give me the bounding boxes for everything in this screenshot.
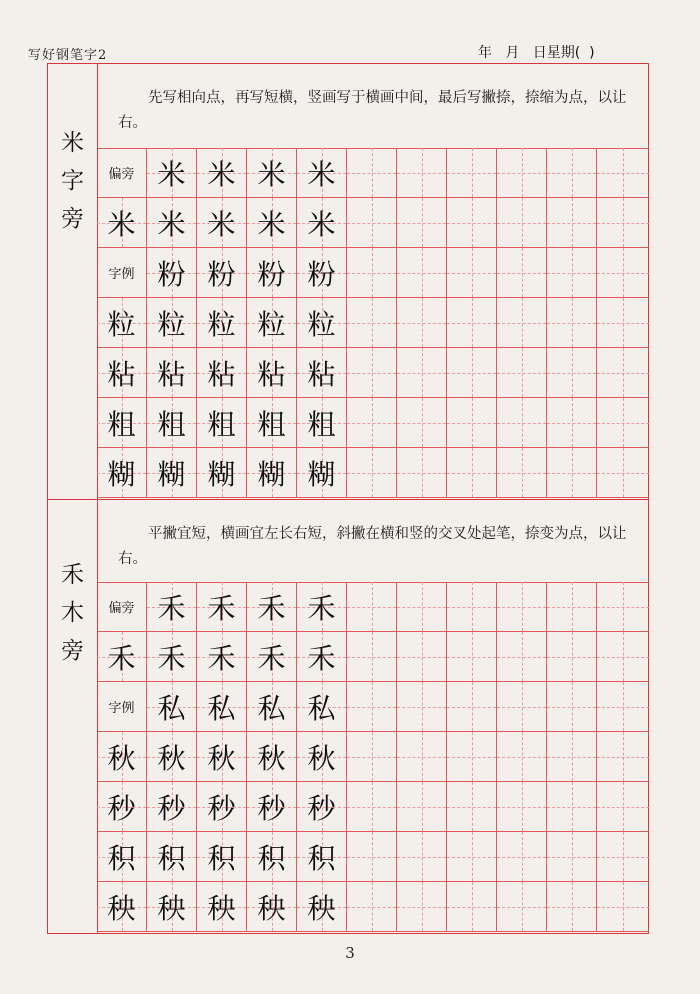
model-character-cell <box>297 148 347 198</box>
row-label: 字例 <box>108 267 135 282</box>
model-character-cell <box>247 632 297 682</box>
model-character: 米 <box>107 207 136 241</box>
model-character-cell <box>297 448 347 498</box>
date-line: 年 月 日星期( ) <box>478 45 595 61</box>
empty-practice-cell <box>547 732 597 782</box>
model-character: 粘 <box>157 357 186 391</box>
model-character: 粗 <box>257 407 286 441</box>
empty-practice-cell <box>597 148 649 198</box>
empty-practice-cell <box>497 682 547 732</box>
empty-practice-cell <box>597 348 649 398</box>
model-character: 粘 <box>107 357 136 391</box>
model-character: 粘 <box>307 357 336 391</box>
empty-practice-cell <box>397 398 447 448</box>
model-character-cell <box>197 248 247 298</box>
row-label: 字例 <box>108 701 135 716</box>
model-character: 米 <box>207 207 236 241</box>
model-character: 米 <box>157 207 186 241</box>
model-character-cell <box>297 832 347 882</box>
empty-practice-cell <box>547 348 597 398</box>
model-character-cell <box>197 148 247 198</box>
section-title-char: 米 <box>61 130 84 156</box>
empty-practice-cell <box>447 248 497 298</box>
model-character: 私 <box>307 691 336 725</box>
empty-practice-cell <box>547 398 597 448</box>
empty-practice-cell <box>447 298 497 348</box>
model-character-cell <box>147 632 197 682</box>
empty-practice-cell <box>447 832 497 882</box>
empty-practice-cell <box>447 732 497 782</box>
empty-practice-cell <box>497 148 547 198</box>
grid-row <box>97 632 649 682</box>
model-character: 秒 <box>307 791 336 825</box>
grid-row <box>97 582 649 632</box>
model-character-cell <box>147 398 197 448</box>
empty-practice-cell <box>547 782 597 832</box>
model-character-cell <box>247 298 297 348</box>
section-title-char: 旁 <box>61 638 84 664</box>
model-character-cell <box>197 732 247 782</box>
empty-practice-cell <box>547 582 597 632</box>
grid-row <box>97 832 649 882</box>
practice-grid-mi <box>97 148 649 498</box>
model-character: 粗 <box>307 407 336 441</box>
grid-row <box>97 398 649 448</box>
model-character-cell <box>97 882 147 932</box>
empty-practice-cell <box>497 398 547 448</box>
empty-practice-cell <box>347 198 397 248</box>
model-character: 禾 <box>207 591 236 625</box>
page-number: 3 <box>345 944 355 962</box>
empty-practice-cell <box>347 148 397 198</box>
empty-practice-cell <box>497 198 547 248</box>
empty-practice-cell <box>547 148 597 198</box>
model-character-cell <box>97 632 147 682</box>
empty-practice-cell <box>347 398 397 448</box>
empty-practice-cell <box>597 582 649 632</box>
model-character: 积 <box>207 841 236 875</box>
label-cell <box>97 248 147 298</box>
empty-practice-cell <box>597 682 649 732</box>
empty-practice-cell <box>397 882 447 932</box>
model-character: 禾 <box>307 641 336 675</box>
empty-practice-cell <box>547 632 597 682</box>
model-character-cell <box>147 448 197 498</box>
model-character-cell <box>247 582 297 632</box>
empty-practice-cell <box>447 582 497 632</box>
model-character: 秒 <box>107 791 136 825</box>
model-character-cell <box>247 348 297 398</box>
model-character-cell <box>197 632 247 682</box>
empty-practice-cell <box>447 882 497 932</box>
empty-practice-cell <box>347 782 397 832</box>
grid-row <box>97 682 649 732</box>
model-character: 秒 <box>207 791 236 825</box>
model-character-cell <box>197 398 247 448</box>
grid-row <box>97 148 649 198</box>
empty-practice-cell <box>497 348 547 398</box>
grid-row <box>97 448 649 498</box>
model-character-cell <box>197 582 247 632</box>
model-character: 秋 <box>257 741 286 775</box>
row-label: 偏旁 <box>108 167 135 182</box>
model-character-cell <box>147 682 197 732</box>
model-character: 禾 <box>107 641 136 675</box>
empty-practice-cell <box>497 832 547 882</box>
model-character: 禾 <box>257 591 286 625</box>
empty-practice-cell <box>447 398 497 448</box>
empty-practice-cell <box>547 832 597 882</box>
model-character: 米 <box>207 157 236 191</box>
model-character-cell <box>97 732 147 782</box>
model-character-cell <box>97 398 147 448</box>
model-character-cell <box>147 782 197 832</box>
model-character: 米 <box>157 157 186 191</box>
section-title-char: 字 <box>61 168 84 194</box>
model-character: 粒 <box>207 307 236 341</box>
model-character: 糊 <box>157 457 186 491</box>
empty-practice-cell <box>397 832 447 882</box>
grid-row <box>97 198 649 248</box>
empty-practice-cell <box>497 298 547 348</box>
model-character-cell <box>197 832 247 882</box>
grid-row <box>97 298 649 348</box>
model-character: 米 <box>257 157 286 191</box>
model-character: 粒 <box>107 307 136 341</box>
model-character: 秧 <box>157 891 186 925</box>
model-character: 禾 <box>157 591 186 625</box>
empty-practice-cell <box>547 448 597 498</box>
empty-practice-cell <box>547 882 597 932</box>
model-character: 粒 <box>307 307 336 341</box>
empty-practice-cell <box>447 148 497 198</box>
model-character-cell <box>197 782 247 832</box>
model-character: 粉 <box>257 257 286 291</box>
model-character-cell <box>147 198 197 248</box>
model-character-cell <box>247 198 297 248</box>
empty-practice-cell <box>347 632 397 682</box>
model-character: 私 <box>207 691 236 725</box>
empty-practice-cell <box>347 582 397 632</box>
row-label: 偏旁 <box>108 601 135 616</box>
model-character: 米 <box>307 207 336 241</box>
model-character-cell <box>247 732 297 782</box>
section-description-mi: 先写相向点，再写短横，竖画写于横画中间，最后写撇捺，捺缩为点，以让右。 <box>118 90 627 131</box>
model-character: 粒 <box>257 307 286 341</box>
empty-practice-cell <box>397 448 447 498</box>
model-character-cell <box>247 248 297 298</box>
empty-practice-cell <box>397 148 447 198</box>
empty-practice-cell <box>547 682 597 732</box>
model-character: 秧 <box>257 891 286 925</box>
empty-practice-cell <box>397 198 447 248</box>
empty-practice-cell <box>497 882 547 932</box>
model-character-cell <box>147 248 197 298</box>
model-character: 禾 <box>157 641 186 675</box>
model-character-cell <box>297 298 347 348</box>
model-character: 积 <box>307 841 336 875</box>
model-character-cell <box>97 782 147 832</box>
model-character: 秧 <box>107 891 136 925</box>
model-character-cell <box>297 882 347 932</box>
model-character: 粗 <box>107 407 136 441</box>
empty-practice-cell <box>447 632 497 682</box>
model-character: 积 <box>107 841 136 875</box>
empty-practice-cell <box>597 632 649 682</box>
model-character: 糊 <box>307 457 336 491</box>
empty-practice-cell <box>347 832 397 882</box>
model-character: 秒 <box>257 791 286 825</box>
model-character: 粘 <box>207 357 236 391</box>
model-character-cell <box>147 882 197 932</box>
model-character: 粉 <box>307 257 336 291</box>
model-character-cell <box>197 882 247 932</box>
model-character-cell <box>97 832 147 882</box>
empty-practice-cell <box>347 448 397 498</box>
grid-row <box>97 248 649 298</box>
model-character: 积 <box>157 841 186 875</box>
label-cell <box>97 582 147 632</box>
model-character-cell <box>247 832 297 882</box>
section-title-mi <box>48 124 97 238</box>
model-character: 秋 <box>307 741 336 775</box>
empty-practice-cell <box>497 632 547 682</box>
model-character-cell <box>247 448 297 498</box>
model-character: 秧 <box>207 891 236 925</box>
model-character: 私 <box>257 691 286 725</box>
section-description-he: 平撇宜短，横画宜左长右短，斜撇在横和竖的交叉处起笔，捺变为点，以让右。 <box>118 526 627 567</box>
empty-practice-cell <box>447 348 497 398</box>
model-character-cell <box>297 348 347 398</box>
empty-practice-cell <box>497 732 547 782</box>
empty-practice-cell <box>497 782 547 832</box>
empty-practice-cell <box>597 298 649 348</box>
model-character: 糊 <box>107 457 136 491</box>
empty-practice-cell <box>397 732 447 782</box>
model-character-cell <box>247 148 297 198</box>
empty-practice-cell <box>397 298 447 348</box>
model-character-cell <box>97 298 147 348</box>
model-character-cell <box>197 348 247 398</box>
empty-practice-cell <box>597 832 649 882</box>
grid-row <box>97 732 649 782</box>
model-character-cell <box>297 198 347 248</box>
grid-row <box>97 782 649 832</box>
empty-practice-cell <box>397 248 447 298</box>
model-character-cell <box>297 398 347 448</box>
empty-practice-cell <box>347 682 397 732</box>
model-character: 秋 <box>207 741 236 775</box>
model-character: 粘 <box>257 357 286 391</box>
empty-practice-cell <box>547 298 597 348</box>
grid-row <box>97 348 649 398</box>
empty-practice-cell <box>447 682 497 732</box>
model-character-cell <box>297 682 347 732</box>
book-title: 写好钢笔字2 <box>28 48 108 63</box>
model-character-cell <box>297 782 347 832</box>
model-character: 积 <box>257 841 286 875</box>
model-character: 秧 <box>307 891 336 925</box>
empty-practice-cell <box>447 448 497 498</box>
empty-practice-cell <box>397 682 447 732</box>
model-character-cell <box>247 882 297 932</box>
empty-practice-cell <box>597 732 649 782</box>
model-character: 秋 <box>107 741 136 775</box>
model-character-cell <box>97 348 147 398</box>
model-character: 禾 <box>307 591 336 625</box>
model-character-cell <box>97 448 147 498</box>
empty-practice-cell <box>347 882 397 932</box>
empty-practice-cell <box>497 448 547 498</box>
empty-practice-cell <box>497 582 547 632</box>
model-character: 粉 <box>207 257 236 291</box>
section-title-char: 禾 <box>61 562 84 588</box>
model-character-cell <box>147 582 197 632</box>
model-character: 粉 <box>157 257 186 291</box>
empty-practice-cell <box>497 248 547 298</box>
model-character-cell <box>247 682 297 732</box>
model-character-cell <box>147 348 197 398</box>
model-character: 粒 <box>157 307 186 341</box>
empty-practice-cell <box>397 632 447 682</box>
model-character-cell <box>297 582 347 632</box>
section-divider <box>47 499 649 500</box>
model-character: 粗 <box>207 407 236 441</box>
section-title-he <box>48 556 97 670</box>
empty-practice-cell <box>597 448 649 498</box>
empty-practice-cell <box>547 198 597 248</box>
model-character-cell <box>197 682 247 732</box>
model-character: 米 <box>257 207 286 241</box>
empty-practice-cell <box>597 248 649 298</box>
model-character: 秒 <box>157 791 186 825</box>
empty-practice-cell <box>597 882 649 932</box>
empty-practice-cell <box>347 732 397 782</box>
grid-row <box>97 882 649 932</box>
model-character-cell <box>197 448 247 498</box>
empty-practice-cell <box>447 782 497 832</box>
model-character: 粗 <box>157 407 186 441</box>
model-character: 米 <box>307 157 336 191</box>
model-character-cell <box>297 632 347 682</box>
empty-practice-cell <box>397 348 447 398</box>
practice-grid-he <box>97 582 649 932</box>
model-character-cell <box>147 298 197 348</box>
model-character: 禾 <box>257 641 286 675</box>
empty-practice-cell <box>397 582 447 632</box>
empty-practice-cell <box>397 782 447 832</box>
model-character-cell <box>247 782 297 832</box>
empty-practice-cell <box>597 782 649 832</box>
empty-practice-cell <box>547 248 597 298</box>
empty-practice-cell <box>597 198 649 248</box>
empty-practice-cell <box>347 248 397 298</box>
label-cell <box>97 682 147 732</box>
model-character: 糊 <box>207 457 236 491</box>
model-character: 秋 <box>157 741 186 775</box>
section-title-char: 旁 <box>61 206 84 232</box>
empty-practice-cell <box>447 198 497 248</box>
section-title-char: 木 <box>61 600 84 626</box>
model-character: 糊 <box>257 457 286 491</box>
empty-practice-cell <box>347 298 397 348</box>
model-character: 禾 <box>207 641 236 675</box>
model-character-cell <box>297 248 347 298</box>
empty-practice-cell <box>347 348 397 398</box>
empty-practice-cell <box>597 398 649 448</box>
model-character-cell <box>297 732 347 782</box>
model-character-cell <box>197 198 247 248</box>
model-character-cell <box>147 732 197 782</box>
model-character-cell <box>197 298 247 348</box>
model-character: 私 <box>157 691 186 725</box>
model-character-cell <box>247 398 297 448</box>
model-character-cell <box>97 198 147 248</box>
model-character-cell <box>147 148 197 198</box>
model-character-cell <box>147 832 197 882</box>
label-cell <box>97 148 147 198</box>
